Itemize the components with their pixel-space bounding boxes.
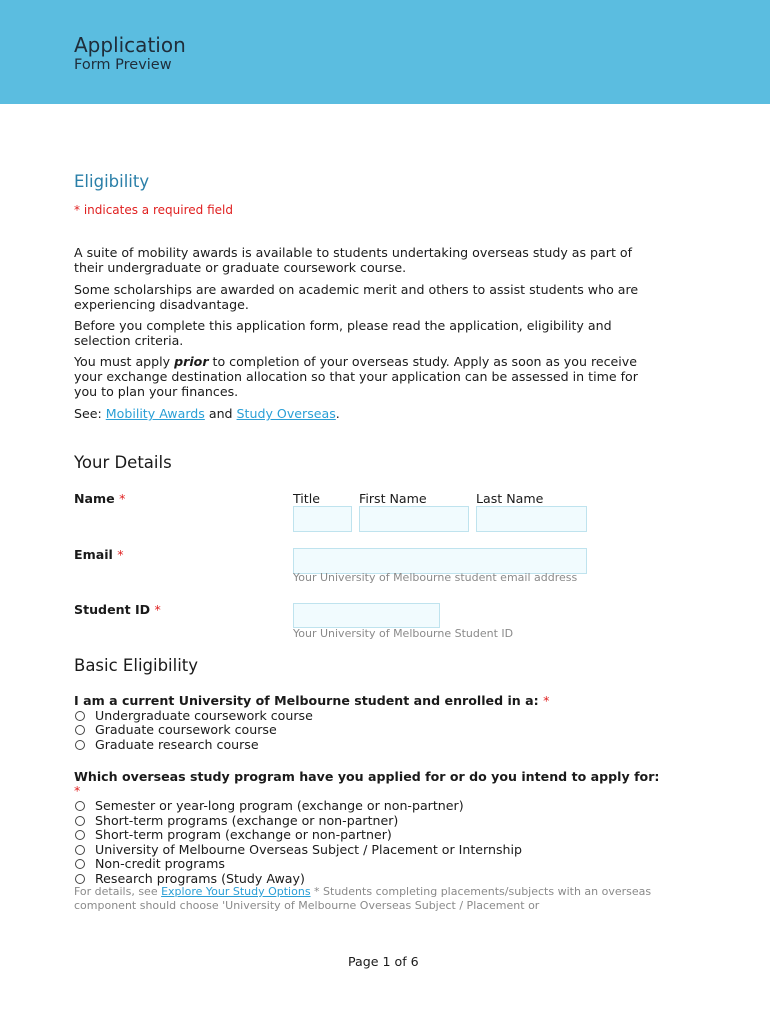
required-note: * indicates a required field (74, 203, 233, 217)
radio-button[interactable] (75, 740, 85, 750)
page-number: Page 1 of 6 (348, 954, 419, 969)
radio-button[interactable] (75, 711, 85, 721)
email-label (74, 547, 124, 562)
enrolment-question (74, 693, 549, 708)
option-label: Research programs (Study Away) (95, 871, 305, 886)
section-title-your-details: Your Details (74, 453, 172, 472)
required-star: * (543, 693, 550, 708)
program-option[interactable] (74, 871, 305, 886)
option-label: Short-term program (exchange or non-partner) (95, 827, 392, 842)
eligibility-paragraph-3: Before you complete this application form, please read the application, eligibility and selection criteria. (74, 318, 612, 348)
see-links-line (74, 406, 664, 421)
eligibility-paragraph-1: A suite of mobility awards is available to students undertaking overseas study as part of their undergraduate or graduate coursework course. (74, 245, 633, 275)
last-name-column-label: Last Name (476, 491, 544, 506)
program-option[interactable] (74, 856, 225, 871)
email-help-text: Your University of Melbourne student email address (293, 571, 578, 584)
program-option[interactable] (74, 813, 398, 828)
note-suffix: * Students completing placements/subjects with an overseas component should choose 'University of Melbourne Overseas Subject / Placement or (74, 885, 652, 912)
see-and: and (204, 406, 237, 421)
program-question: Which overseas study program have you applied for or do you intend to apply for: (74, 769, 660, 784)
note-prefix: For details, see (74, 885, 162, 898)
radio-button[interactable] (75, 859, 85, 869)
last-name-input[interactable] (476, 506, 587, 532)
required-star: * (119, 491, 126, 506)
p4-pre: You must apply (74, 354, 175, 369)
option-label: Graduate research course (95, 737, 259, 752)
student-id-label-text: Student ID (74, 602, 151, 617)
required-star: * (117, 547, 124, 562)
radio-button[interactable] (75, 725, 85, 735)
required-star: * (74, 783, 81, 798)
radio-button[interactable] (75, 816, 85, 826)
title-column-label: Title (293, 491, 320, 506)
option-label: Non-credit programs (95, 856, 225, 871)
enrolment-option[interactable] (74, 708, 313, 723)
radio-button[interactable] (75, 830, 85, 840)
eligibility-paragraph-4 (74, 354, 664, 399)
program-option[interactable] (74, 798, 464, 813)
first-name-column-label: First Name (359, 491, 427, 506)
app-subtitle: Form Preview (74, 57, 172, 73)
mobility-awards-link[interactable]: Mobility Awards (105, 406, 205, 421)
see-prefix: See: (74, 406, 106, 421)
name-label (74, 491, 125, 506)
program-option[interactable] (74, 842, 522, 857)
section-title-eligibility: Eligibility (74, 172, 150, 191)
option-label: Undergraduate coursework course (95, 708, 313, 723)
enrolment-option[interactable] (74, 722, 277, 737)
see-end: . (335, 406, 340, 421)
header-banner (0, 0, 770, 104)
study-overseas-link[interactable]: Study Overseas (236, 406, 336, 421)
radio-button[interactable] (75, 845, 85, 855)
required-star: * (154, 602, 161, 617)
option-label: Graduate coursework course (95, 722, 277, 737)
radio-button[interactable] (75, 801, 85, 811)
student-id-help-text: Your University of Melbourne Student ID (293, 627, 514, 640)
app-title: Application (74, 33, 186, 57)
student-id-input[interactable] (293, 603, 440, 628)
eligibility-paragraph-2: Some scholarships are awarded on academic merit and others to assist students who are experiencing disadvantage. (74, 282, 639, 312)
p4-emphasis: prior (174, 354, 209, 369)
title-input[interactable] (293, 506, 352, 532)
explore-study-options-link[interactable]: Explore Your Study Options (161, 885, 311, 898)
p4-post: to completion of your overseas study. Apply as soon as you receive your exchange destination allocation so that your application can be assessed in time for you to plan your finances. (74, 354, 638, 399)
option-label: University of Melbourne Overseas Subject / Placement or Internship (95, 842, 523, 857)
enrolment-option[interactable] (74, 737, 259, 752)
name-label-text: Name (74, 491, 115, 506)
program-option[interactable] (74, 827, 392, 842)
radio-button[interactable] (75, 874, 85, 884)
option-label: Short-term programs (exchange or non-partner) (95, 813, 399, 828)
enrolment-question-text: I am a current University of Melbourne student and enrolled in a: (74, 693, 539, 708)
first-name-input[interactable] (359, 506, 469, 532)
program-details-note (74, 885, 674, 913)
section-title-basic-eligibility: Basic Eligibility (74, 656, 199, 675)
option-label: Semester or year-long program (exchange or non-partner) (95, 798, 464, 813)
email-label-text: Email (74, 547, 113, 562)
student-id-label (74, 602, 161, 617)
